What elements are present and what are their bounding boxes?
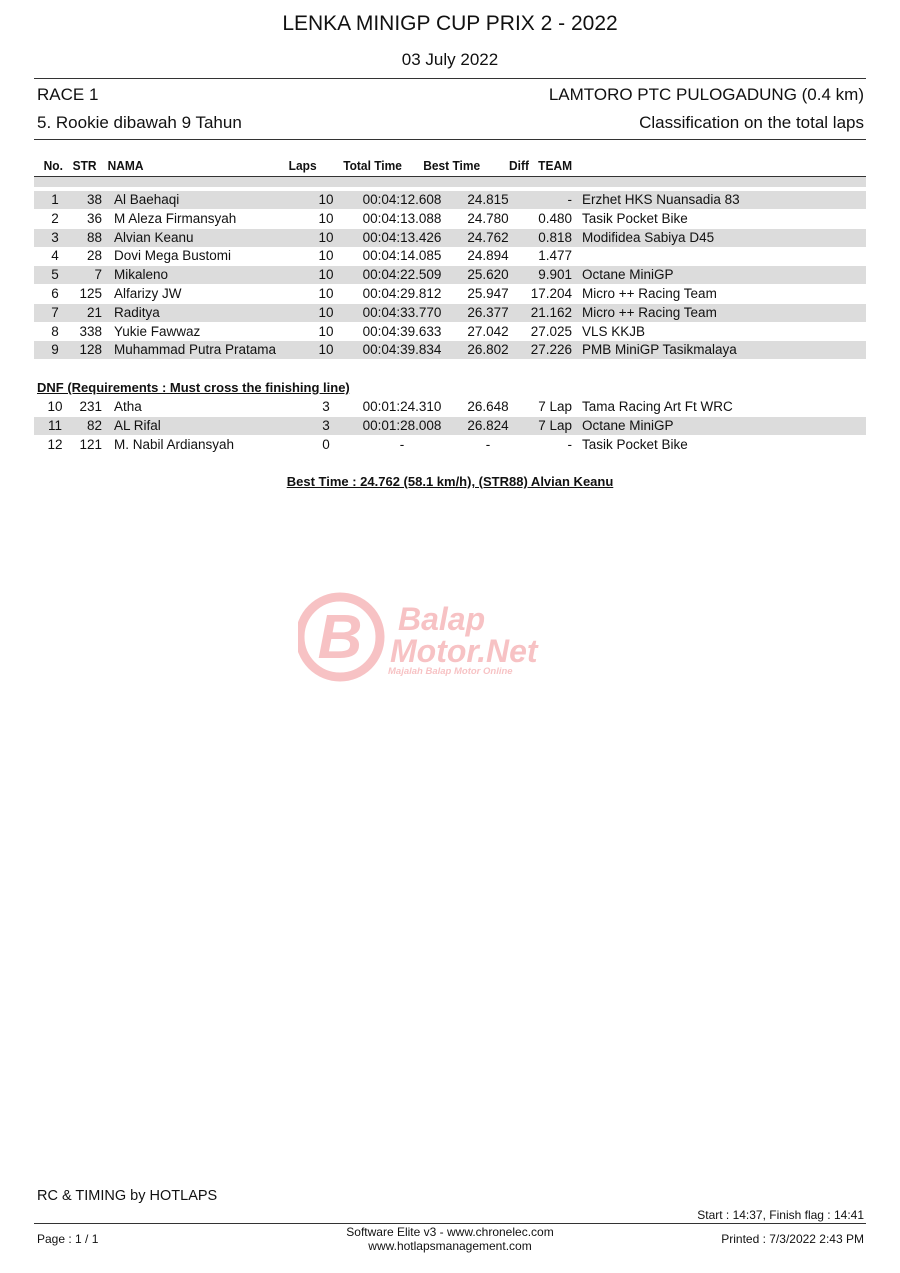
cell-no: 2	[51, 210, 59, 226]
cell-team: Octane MiniGP	[582, 417, 674, 433]
cell-str: 128	[79, 342, 102, 358]
table-row	[34, 210, 866, 228]
col-diff: Diff	[509, 158, 529, 173]
software-line1: Software Elite v3 - www.chronelec.com	[346, 1225, 554, 1239]
cell-best: 25.947	[467, 286, 509, 301]
cell-name: Muhammad Putra Pratama	[114, 342, 277, 358]
cell-str: 88	[86, 229, 102, 245]
cell-no: 8	[51, 323, 59, 339]
cell-name: Atha	[114, 399, 142, 414]
table-row	[34, 247, 866, 265]
watermark-line1: Balap	[398, 601, 486, 637]
col-no: No.	[43, 158, 63, 173]
table-header	[34, 157, 799, 175]
cell-best: 24.780	[467, 210, 509, 226]
cell-team: Tama Racing Art Ft WRC	[582, 399, 733, 414]
cell-laps: 3	[322, 399, 330, 414]
category-label: 5. Rookie dibawah 9 Tahun	[37, 113, 242, 132]
cell-laps: 10	[318, 323, 334, 339]
watermark-tagline: Majalah Balap Motor Online	[388, 666, 513, 677]
cell-total: 00:04:39.834	[362, 342, 442, 358]
table-row	[34, 341, 866, 359]
cell-name: Mikaleno	[114, 267, 169, 283]
cell-diff: -	[567, 192, 572, 207]
cell-laps: 10	[318, 248, 334, 264]
cell-diff: 27.025	[530, 323, 572, 339]
table-row	[34, 417, 866, 435]
cell-total: 00:04:39.633	[362, 323, 442, 339]
cell-laps: 10	[318, 267, 334, 283]
cell-laps: 10	[318, 342, 334, 358]
cell-no: 6	[51, 286, 59, 301]
cell-str: 21	[86, 304, 102, 320]
cell-team: PMB MiniGP Tasikmalaya	[582, 342, 737, 358]
page-number: Page : 1 / 1	[37, 1232, 99, 1246]
watermark-logo	[298, 592, 603, 682]
svg-text:B: B	[317, 603, 363, 672]
cell-diff: -	[567, 436, 572, 452]
table-row	[34, 266, 866, 284]
event-date: 03 July 2022	[401, 50, 499, 69]
cell-best: 26.648	[467, 399, 509, 414]
cell-total: 00:04:12.608	[362, 192, 442, 207]
col-name: NAMA	[107, 158, 144, 173]
cell-name: Alfarizy JW	[114, 286, 182, 301]
col-total-time: Total Time	[343, 158, 402, 173]
table-row	[34, 436, 866, 454]
cell-team: VLS KKJB	[582, 323, 646, 339]
cell-diff: 7 Lap	[538, 417, 572, 433]
cell-diff: 0.818	[538, 229, 572, 245]
divider	[34, 78, 866, 79]
cell-team: Micro ++ Racing Team	[582, 286, 717, 301]
cell-best: 24.894	[467, 248, 509, 264]
cell-no: 10	[47, 399, 63, 414]
col-best-time: Best Time	[423, 158, 481, 173]
cell-laps: 10	[318, 229, 334, 245]
cell-name: Alvian Keanu	[114, 229, 194, 245]
cell-diff: 0.480	[538, 210, 572, 226]
cell-best: -	[485, 436, 491, 452]
cell-str: 28	[86, 248, 102, 264]
cell-best: 27.042	[467, 323, 509, 339]
cell-no: 1	[51, 192, 59, 207]
cell-name: M. Nabil Ardiansyah	[114, 436, 235, 452]
printed-date: Printed : 7/3/2022 2:43 PM	[721, 1232, 864, 1246]
cell-str: 125	[79, 286, 102, 301]
table-row	[34, 285, 866, 303]
footer-divider	[34, 1223, 866, 1224]
cell-name: Dovi Mega Bustomi	[114, 248, 232, 264]
table-row	[34, 323, 866, 341]
cell-team: Tasik Pocket Bike	[582, 436, 688, 452]
cell-no: 11	[47, 417, 62, 433]
cell-name: M Aleza Firmansyah	[114, 210, 237, 226]
cell-best: 26.802	[467, 342, 509, 358]
document-title: LENKA MINIGP CUP PRIX 2 - 2022	[282, 12, 618, 35]
cell-best: 26.377	[467, 304, 509, 320]
cell-no: 3	[51, 229, 59, 245]
table-row	[34, 304, 866, 322]
dnf-title: DNF (Requirements : Must cross the finishing line)	[37, 380, 350, 395]
cell-diff: 27.226	[530, 342, 572, 358]
table-spacer	[34, 177, 866, 187]
cell-total: 00:04:22.509	[362, 267, 442, 283]
cell-laps: 0	[322, 436, 330, 452]
cell-no: 7	[51, 304, 59, 320]
cell-laps: 3	[322, 417, 330, 433]
table-row	[34, 191, 866, 209]
cell-no: 5	[51, 267, 59, 283]
cell-total: 00:04:13.088	[362, 210, 442, 226]
cell-best: 25.620	[467, 267, 509, 283]
col-str: STR	[72, 158, 97, 173]
cell-diff: 9.901	[538, 267, 572, 283]
cell-no: 12	[47, 436, 63, 452]
cell-team: Tasik Pocket Bike	[582, 210, 688, 226]
cell-laps: 10	[318, 210, 334, 226]
cell-str: 82	[86, 417, 102, 433]
cell-str: 338	[79, 323, 102, 339]
cell-name: Al Baehaqi	[114, 192, 180, 207]
classification-label: Classification on the total laps	[639, 113, 864, 132]
start-finish-time: Start : 14:37, Finish flag : 14:41	[697, 1208, 864, 1222]
table-row	[34, 229, 866, 247]
cell-str: 38	[86, 192, 102, 207]
cell-total: 00:01:24.310	[362, 399, 442, 414]
cell-str: 121	[79, 436, 102, 452]
cell-team: Modifidea Sabiya D45	[582, 229, 715, 245]
cell-diff: 17.204	[530, 286, 572, 301]
cell-best: 24.815	[467, 192, 509, 207]
cell-laps: 10	[318, 304, 334, 320]
table-row	[34, 398, 866, 416]
cell-no: 9	[51, 342, 59, 358]
cell-best: 24.762	[467, 229, 509, 245]
race-label: RACE 1	[37, 85, 99, 104]
cell-team: Erzhet HKS Nuansadia 83	[582, 192, 740, 207]
col-laps: Laps	[288, 158, 317, 173]
cell-diff: 7 Lap	[538, 399, 572, 414]
cell-str: 7	[94, 267, 102, 283]
timing-credit: RC & TIMING by HOTLAPS	[37, 1188, 218, 1204]
cell-total: 00:01:28.008	[362, 417, 442, 433]
cell-team: Micro ++ Racing Team	[582, 304, 717, 320]
cell-total: 00:04:29.812	[362, 286, 442, 301]
cell-name: AL Rifal	[114, 417, 161, 433]
cell-str: 231	[79, 399, 102, 414]
cell-name: Raditya	[114, 304, 160, 320]
cell-str: 36	[86, 210, 102, 226]
cell-laps: 10	[318, 286, 334, 301]
cell-diff: 1.477	[538, 248, 572, 264]
venue-label: LAMTORO PTC PULOGADUNG (0.4 km)	[548, 85, 864, 104]
watermark-line2: Motor.Net	[390, 633, 538, 669]
cell-name: Yukie Fawwaz	[114, 323, 201, 339]
cell-no: 4	[51, 248, 59, 264]
cell-team: Octane MiniGP	[582, 267, 674, 283]
col-team: TEAM	[538, 158, 573, 173]
software-line2: www.hotlapsmanagement.com	[368, 1239, 532, 1253]
cell-total: 00:04:13.426	[362, 229, 442, 245]
best-time-summary: Best Time : 24.762 (58.1 km/h), (STR88) Alvian Keanu	[286, 474, 614, 489]
cell-diff: 21.162	[530, 304, 572, 320]
cell-total: -	[399, 436, 405, 452]
cell-total: 00:04:33.770	[362, 304, 442, 320]
cell-laps: 10	[318, 192, 334, 207]
divider	[34, 139, 866, 140]
cell-best: 26.824	[467, 417, 509, 433]
cell-total: 00:04:14.085	[362, 248, 442, 264]
